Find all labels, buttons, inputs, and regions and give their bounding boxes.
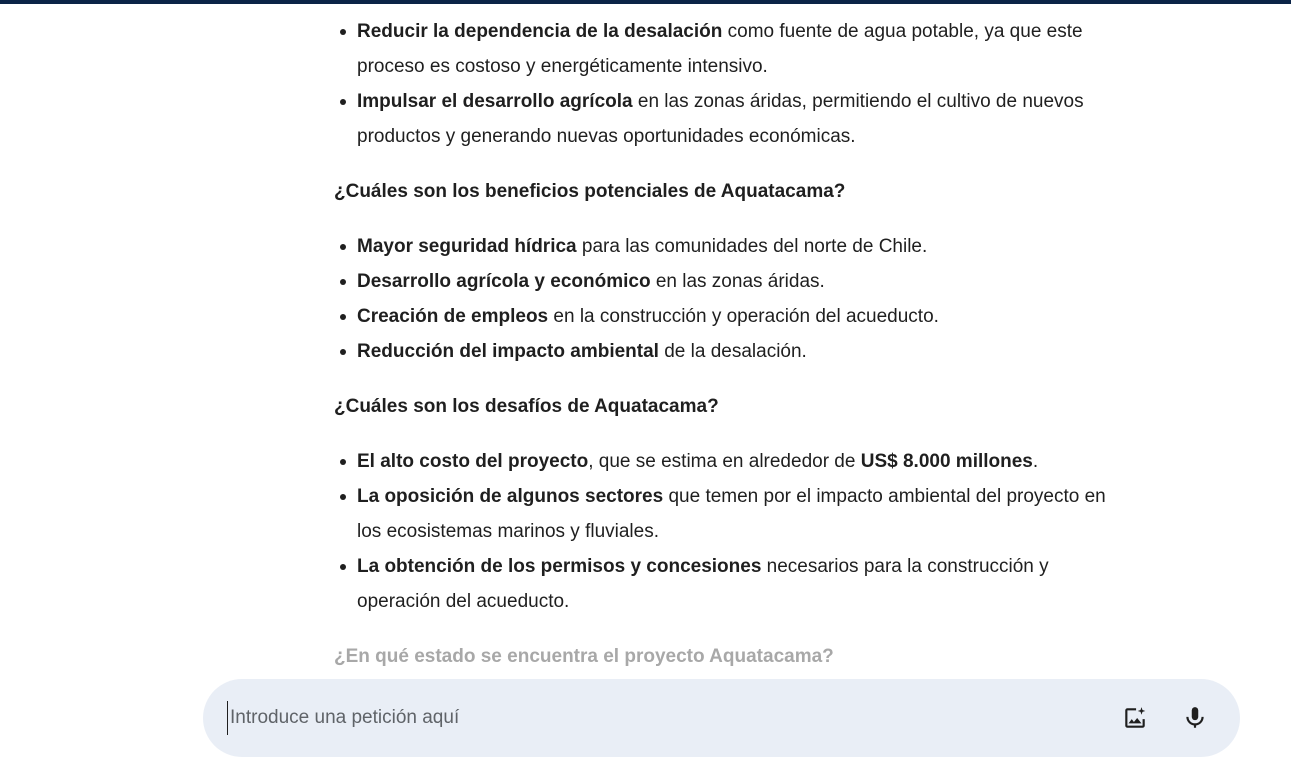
response-content	[334, 14, 1114, 674]
item-text: como fuente de agua potable, ya que este proceso es costoso y energéticamente intensivo.	[357, 21, 1083, 77]
item-text: que temen por el impacto ambiental del proyecto en los ecosistemas marinos y fluviales.	[357, 486, 1106, 542]
add-image-button[interactable]	[1117, 700, 1153, 736]
list-item	[357, 334, 1114, 369]
desafios-list	[334, 444, 1114, 619]
item-text: .	[1032, 451, 1039, 472]
item-bold-text: El alto costo del proyecto	[357, 451, 589, 472]
heading-desafios: ¿Cuáles son los desafíos de Aquatacama?	[334, 396, 719, 417]
item-text: , que se estima en alrededor de	[588, 451, 861, 472]
item-text: en las zonas áridas, permitiendo el cultivo de nuevos productos y generando nuevas oportunidades económicas.	[357, 91, 1084, 147]
item-text: de la desalación.	[658, 341, 807, 362]
list-item	[357, 299, 1114, 334]
item-text: necesarios para la construcción y operación del acueducto.	[357, 556, 1049, 612]
item-text: para las comunidades del norte de Chile.	[576, 236, 928, 257]
list-item	[357, 14, 1114, 84]
list-item	[357, 479, 1114, 549]
list-item	[357, 549, 1114, 619]
prompt-bar	[203, 679, 1240, 757]
microphone-icon	[1182, 705, 1208, 731]
top-bar	[0, 0, 1291, 4]
item-text: en la construcción y operación del acueducto.	[548, 306, 939, 327]
heading-beneficios: ¿Cuáles son los beneficios potenciales de Aquatacama?	[334, 181, 846, 202]
add-image-icon	[1122, 705, 1148, 731]
item-bold-text: Mayor seguridad hídrica	[357, 236, 577, 257]
item-bold-text: La oposición de algunos sectores	[357, 486, 664, 507]
item-bold-text: US$ 8.000 millones	[860, 451, 1033, 472]
item-bold-text: Reducir la dependencia de la desalación	[357, 21, 723, 42]
item-text: en las zonas áridas.	[650, 271, 825, 292]
prompt-input[interactable]	[227, 701, 1090, 735]
item-bold-text: Reducción del impacto ambiental	[357, 341, 659, 362]
heading-estado: ¿En qué estado se encuentra el proyecto Aquatacama?	[334, 646, 834, 667]
item-bold-text: La obtención de los permisos y concesiones	[357, 556, 762, 577]
list-item	[357, 264, 1114, 299]
list-item	[357, 229, 1114, 264]
objectives-list	[334, 14, 1114, 154]
microphone-button[interactable]	[1177, 700, 1213, 736]
list-item	[357, 444, 1114, 479]
beneficios-list	[334, 229, 1114, 369]
item-bold-text: Creación de empleos	[357, 306, 549, 327]
list-item	[357, 84, 1114, 154]
item-bold-text: Impulsar el desarrollo agrícola	[357, 91, 633, 112]
item-bold-text: Desarrollo agrícola y económico	[357, 271, 651, 292]
